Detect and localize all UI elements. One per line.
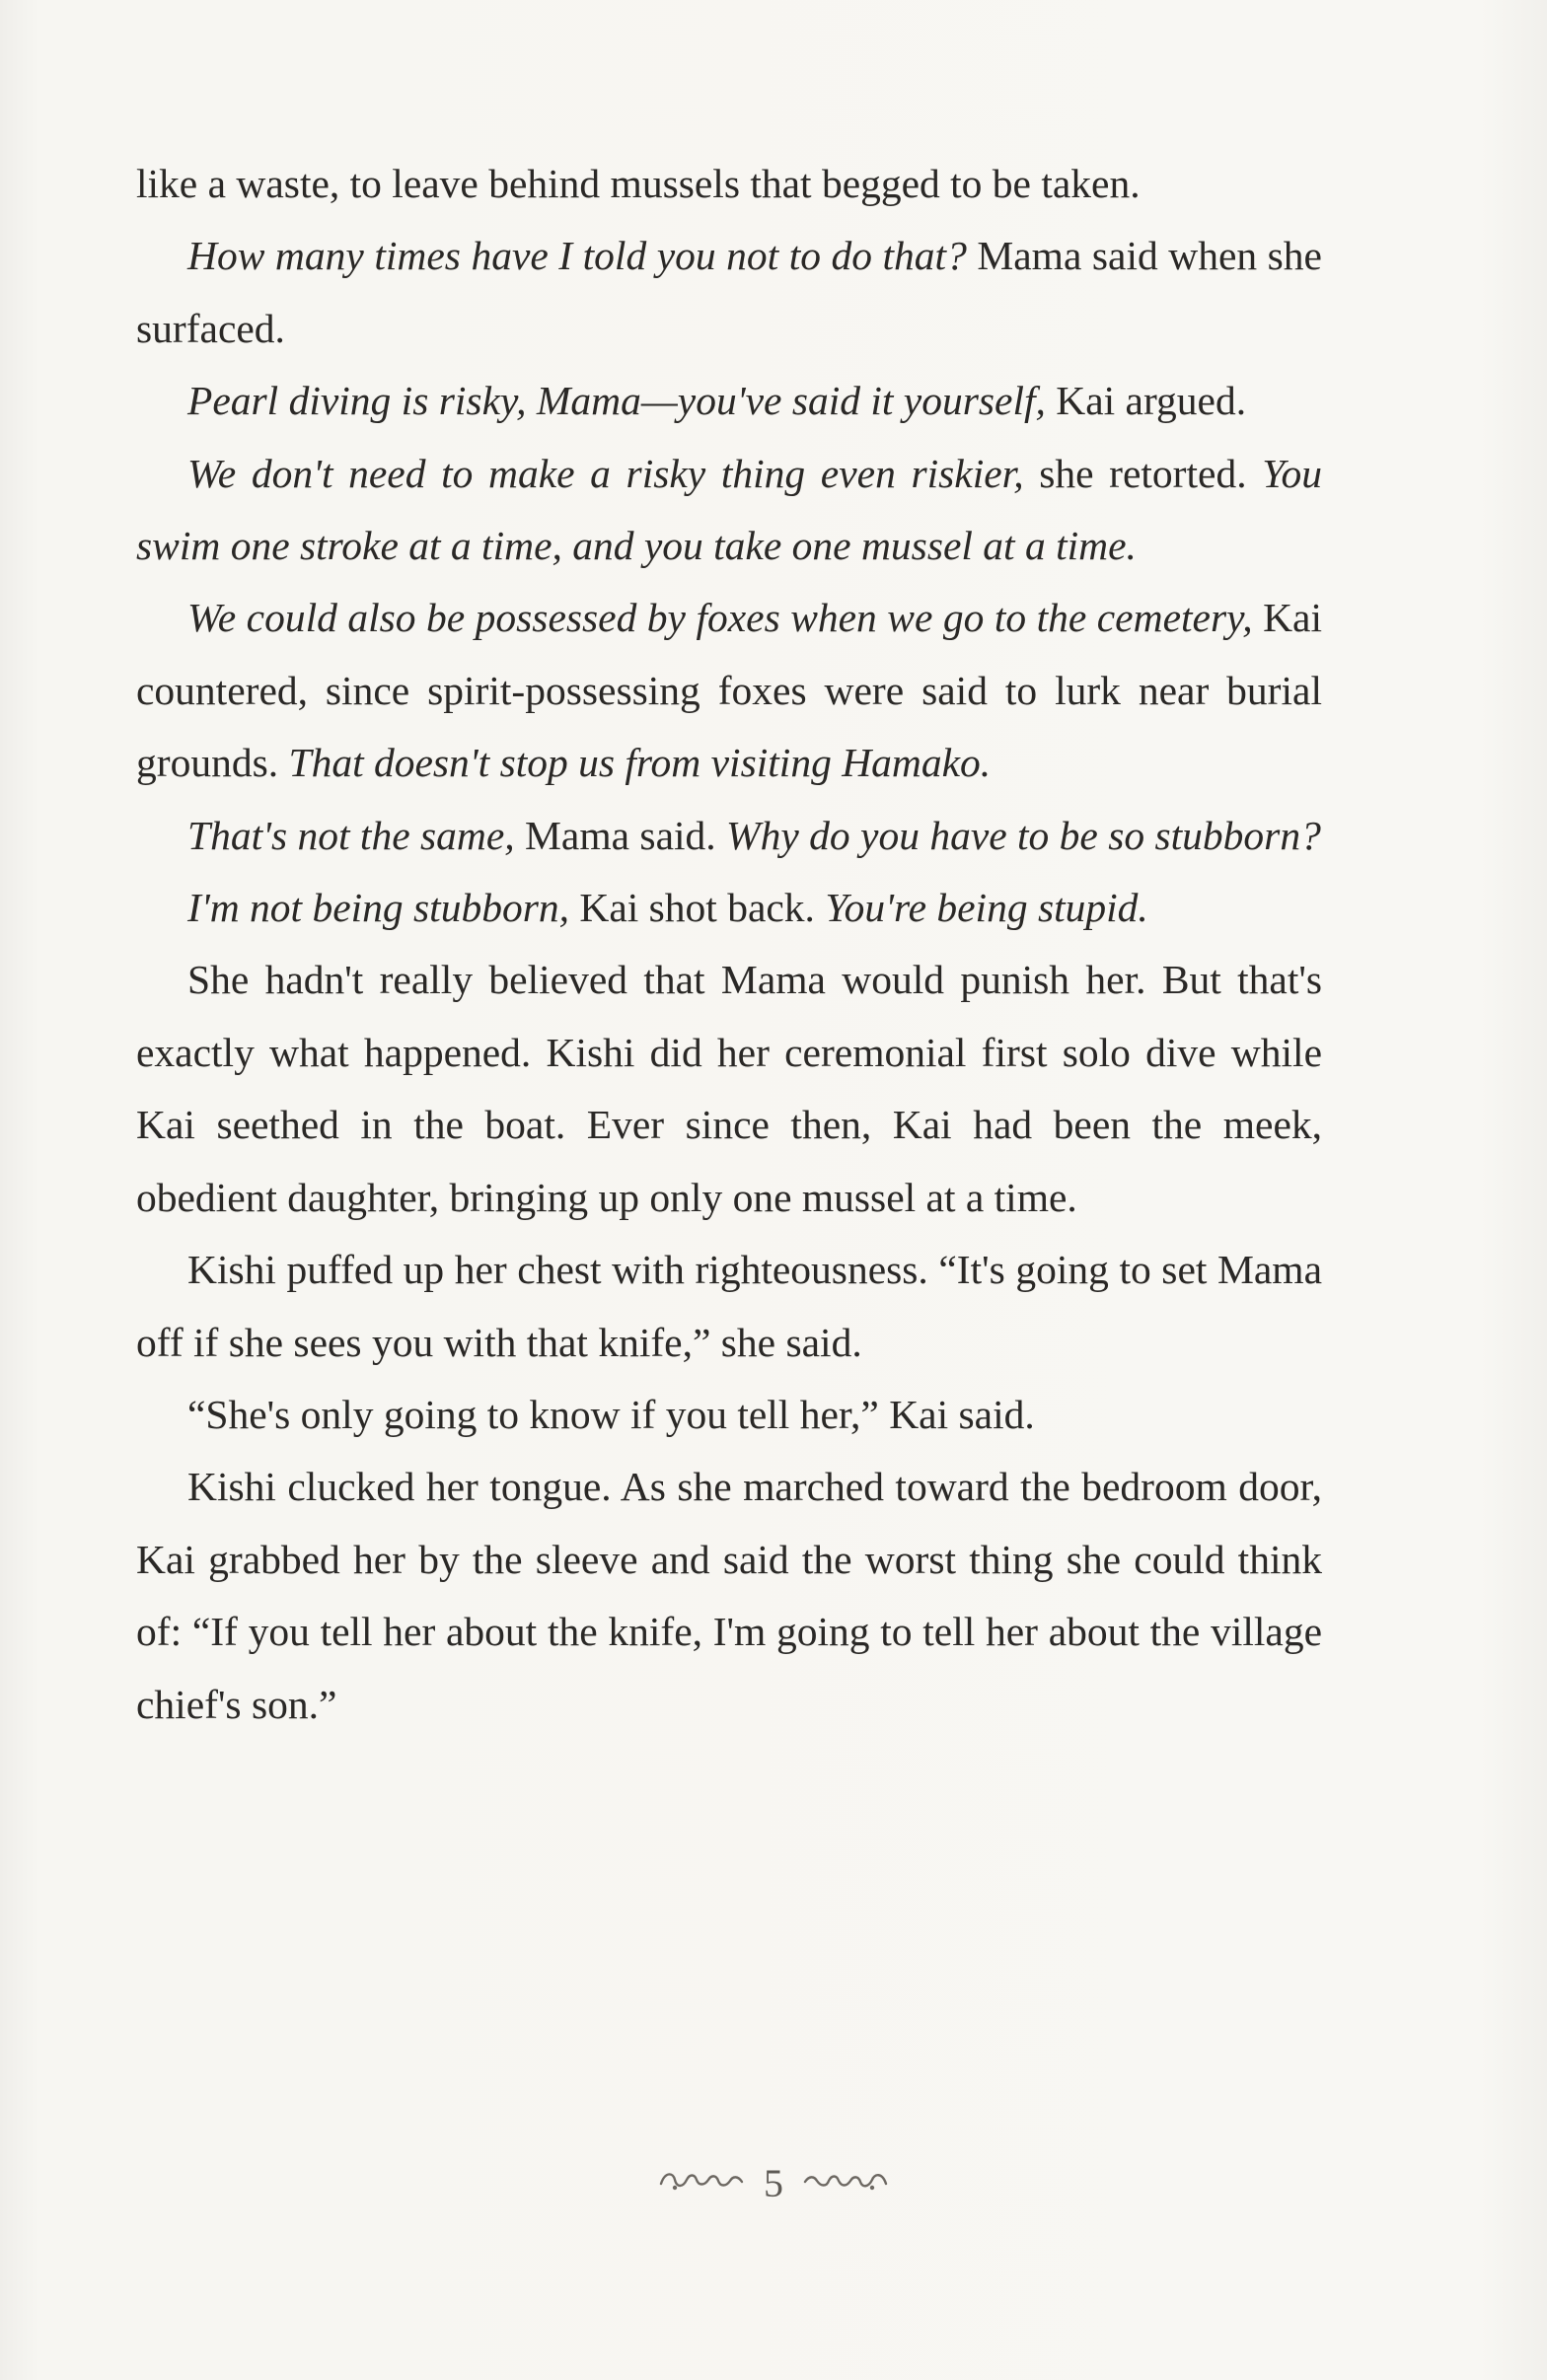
text-run: She hadn't really believed that Mama would punish her. But that's exactly what happened. Kishi did her ceremonial first solo dive while Kai seethed in the boat. Ever since then, Kai had been the meek, obedient daughter, bringing up only one mussel at a time. [136,957,1322,1220]
italic-text-run: We could also be possessed by foxes when we go to the cemetery, [187,595,1253,641]
italic-text-run: We don't need to make a risky thing even riskier, [187,450,1024,496]
text-run: Mama said. [514,812,727,858]
left-ornament-icon [657,2166,746,2200]
body-text [136,148,1322,1741]
paragraph [136,582,1322,799]
italic-text-run: That doesn't stop us from visiting Hamako. [288,740,992,786]
page-footer [0,2160,1547,2206]
text-run: Kishi puffed up her chest with righteousness. “It's going to set Mama off if she sees you with that knife,” she said. [136,1247,1322,1365]
paragraph [136,148,1322,220]
text-run: Kai shot back. [568,885,826,931]
italic-text-run: You swim one stroke at a time, and you take one mussel at a time. [136,450,1322,569]
text-run: Kishi clucked her tongue. As she marched toward the bedroom door, Kai grabbed her by the sleeve and said the worst thing she could think of: “If you tell her about the knife, I'm going to tell her about the village chief's son.” [136,1464,1322,1727]
paragraph [136,438,1322,583]
text-run: like a waste, to leave behind mussels that begged to be taken. [136,161,1141,206]
paragraph [136,365,1322,437]
paragraph [136,1379,1322,1451]
italic-text-run: You're being stupid. [825,885,1148,931]
text-run: Kai argued. [1045,378,1247,424]
text-run: Kai countered, since spirit-possessing foxes were said to lurk near burial grounds. [136,595,1323,786]
italic-text-run: Why do you have to be so stubborn? [726,812,1321,858]
italic-text-run: I'm not being stubborn, [187,885,569,931]
paragraph [136,872,1322,944]
text-run: she retorted. [1023,450,1263,496]
text-run: “She's only going to know if you tell her,” Kai said. [187,1391,1035,1437]
italic-text-run: How many times have I told you not to do that? [187,233,967,279]
paragraph [136,220,1322,365]
paragraph [136,1234,1322,1379]
paragraph [136,944,1322,1234]
text-run: Mama said when she surfaced. [136,233,1322,351]
italic-text-run: That's not the same, [187,812,515,858]
right-ornament-icon [801,2166,890,2200]
paragraph [136,800,1322,872]
page-number: 5 [764,2161,783,2205]
italic-text-run: Pearl diving is risky, Mama—you've said it yourself, [187,378,1046,424]
paragraph [136,1451,1322,1741]
